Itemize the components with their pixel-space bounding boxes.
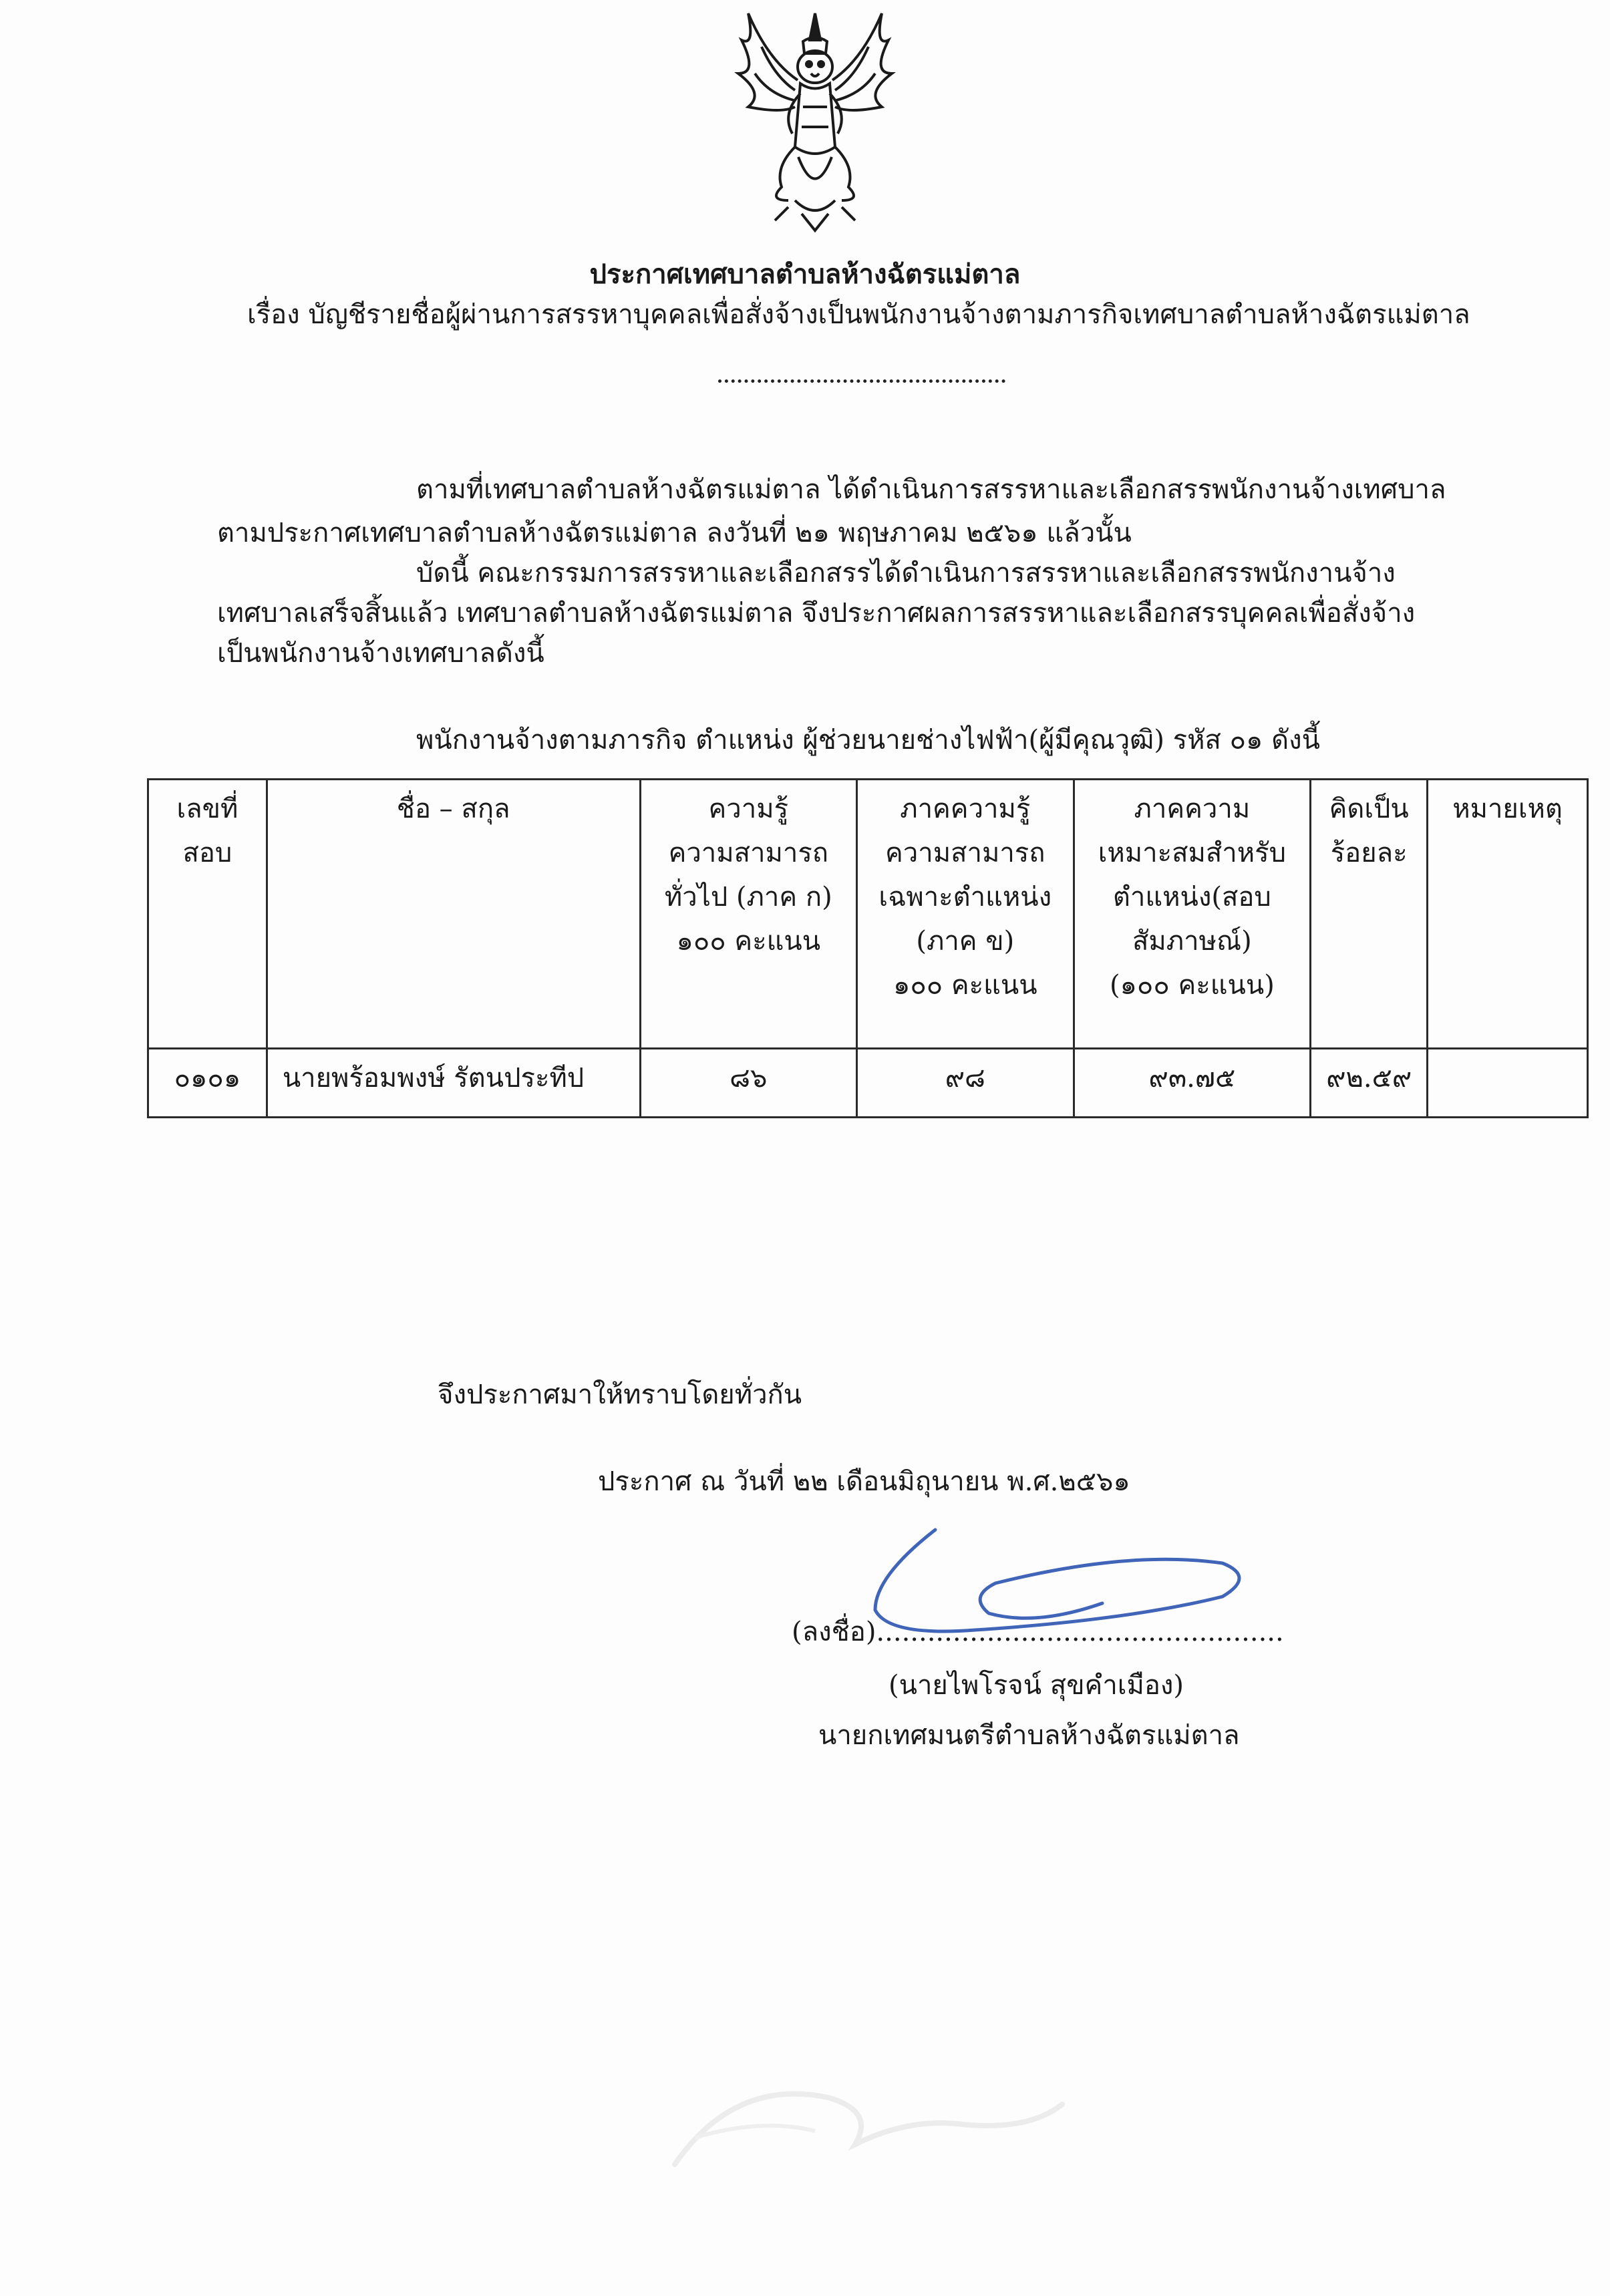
table-header-row bbox=[148, 780, 1588, 1049]
cell-exam-no: ๐๑๐๑ bbox=[148, 1049, 267, 1118]
signer-position: นายกเทศมนตรีตำบลห้างฉัตรแม่ตาล bbox=[818, 1720, 1240, 1751]
cell-part-a: ๘๖ bbox=[640, 1049, 856, 1118]
header-name: ชื่อ – สกุล bbox=[267, 780, 640, 1049]
paragraph-2-line-1: บัดนี้ คณะกรรมการสรรหาและเลือกสรรได้ดำเนินการสรรหาและเลือกสรรพนักงานจ้าง bbox=[416, 558, 1396, 589]
cell-percent: ๙๒.๕๙ bbox=[1311, 1049, 1428, 1118]
header-exam-no: เลขที่ สอบ bbox=[148, 780, 267, 1049]
garuda-emblem-icon bbox=[728, 0, 902, 247]
signature-line: (ลงชื่อ)................................................ bbox=[792, 1617, 1284, 1647]
announcement-title: ประกาศเทศบาลตำบลห้างฉัตรแม่ตาล bbox=[589, 259, 1021, 290]
paragraph-1-line-1: ตามที่เทศบาลตำบลห้างฉัตรแม่ตาล ได้ดำเนินการสรรหาและเลือกสรรพนักงานจ้างเทศบาล bbox=[416, 474, 1446, 505]
paragraph-2-line-3: เป็นพนักงานจ้างเทศบาลดังนี้ bbox=[217, 638, 544, 669]
closing-announce: จึงประกาศมาให้ทราบโดยทั่วกัน bbox=[438, 1379, 802, 1410]
results-table bbox=[147, 778, 1589, 1118]
paragraph-3-line-1: พนักงานจ้างตามภารกิจ ตำแหน่ง ผู้ช่วยนายช่างไฟฟ้า(ผู้มีคุณวุฒิ) รหัส ๐๑ ดังนี้ bbox=[416, 725, 1320, 756]
faint-watermark-stamp bbox=[655, 2037, 1082, 2191]
cell-name: นายพร้อมพงษ์ รัตนประทีป bbox=[267, 1049, 640, 1118]
header-percent: คิดเป็น ร้อยละ bbox=[1311, 780, 1428, 1049]
cell-part-b: ๙๘ bbox=[857, 1049, 1074, 1118]
separator-dotted-line bbox=[718, 379, 1005, 383]
closing-date: ประกาศ ณ วันที่ ๒๒ เดือนมิถุนายน พ.ศ.๒๕๖๑ bbox=[598, 1466, 1130, 1497]
announcement-subject: เรื่อง บัญชีรายชื่อผู้ผ่านการสรรหาบุคคลเพื่อสั่งจ้างเป็นพนักงานจ้างตามภารกิจเทศบาลตำบลห้างฉัตรแม่ตาล bbox=[247, 299, 1470, 330]
table-row bbox=[148, 1049, 1588, 1118]
header-remark: หมายเหตุ bbox=[1428, 780, 1588, 1049]
header-part-a: ความรู้ ความสามารถ ทั่วไป (ภาค ก) ๑๐๐ คะแนน bbox=[640, 780, 856, 1049]
cell-part-c: ๙๓.๗๕ bbox=[1074, 1049, 1311, 1118]
header-part-c: ภาคความ เหมาะสมสำหรับ ตำแหน่ง(สอบ สัมภาษณ์) (๑๐๐ คะแนน) bbox=[1074, 780, 1311, 1049]
header-part-b: ภาคความรู้ ความสามารถ เฉพาะตำแหน่ง (ภาค ข) ๑๐๐ คะแนน bbox=[857, 780, 1074, 1049]
paragraph-1-line-2: ตามประกาศเทศบาลตำบลห้างฉัตรแม่ตาล ลงวันที่ ๒๑ พฤษภาคม ๒๕๖๑ แล้วนั้น bbox=[217, 518, 1132, 548]
cell-remark bbox=[1428, 1049, 1588, 1118]
signer-name: (นายไพโรจน์ สุขคำเมือง) bbox=[889, 1670, 1184, 1701]
paragraph-2-line-2: เทศบาลเสร็จสิ้นแล้ว เทศบาลตำบลห้างฉัตรแม่ตาล จึงประกาศผลการสรรหาและเลือกสรรบุคคลเพื่อสั่งจ้าง bbox=[217, 598, 1416, 629]
